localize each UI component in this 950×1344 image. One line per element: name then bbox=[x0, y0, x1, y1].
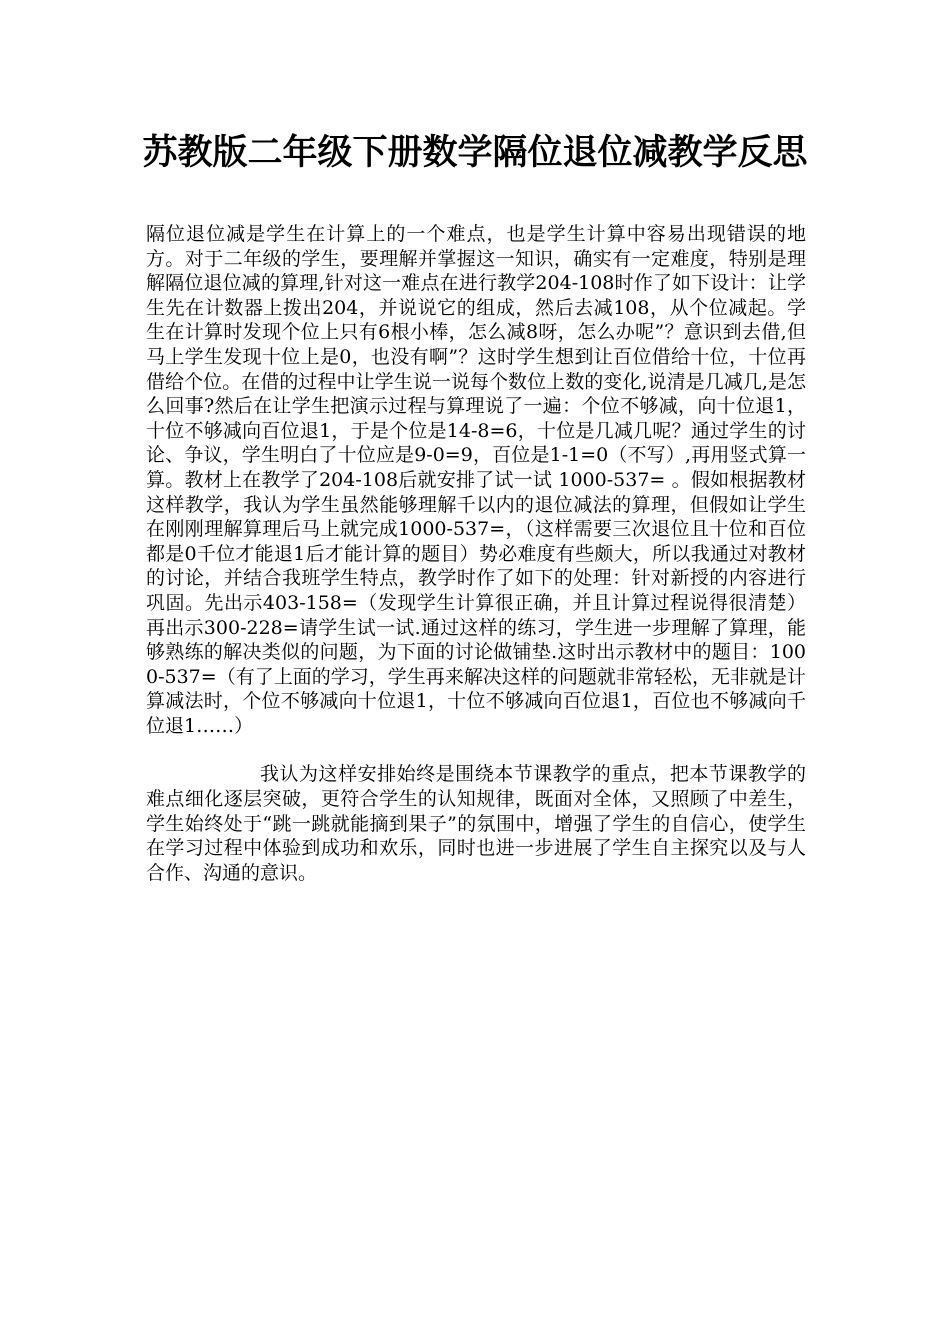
paragraph-2: 我认为这样安排始终是围绕本节课教学的重点，把本节课教学的难点细化逐层突破，更符合学生的认知规律，既面对全体，又照顾了中差生，学生始终处于“跳一跳就能摘到果子”的氛围中，增强了学生的自信心，使学生在学习过程中体验到成功和欢乐，同时也进一步进展了学生自主探究以及与人合作、沟通的意识。 bbox=[146, 763, 806, 884]
document-title: 苏教版二年级下册数学隔位退位减教学反思 bbox=[142, 132, 808, 173]
paragraph-1: 隔位退位减是学生在计算上的一个难点，也是学生计算中容易出现错误的地方。对于二年级的学生，要理解并掌握这一知识，确实有一定难度，特别是理解隔位退位减的算理,针对这一难点在进行教学204-108时作了如下设计：让学生先在计数器上拨出204，并说说它的组成，然后去减108，从个位减起。学生在计算时发现个位上只有6根小棒，怎么减8呀，怎么办呢”？意识到去借,但马上学生发现十位上是0，也没有啊”？这时学生想到让百位借给十位，十位再借给个位。在借的过程中让学生说一说每个数位上数的变化,说清是几减几,是怎么回事?然后在让学生把演示过程与算理说了一遍：个位不够减，向十位退1，十位不够减向百位退1，于是个位是14-8=6，十位是几减几呢？通过学生的讨论、争议，学生明白了十位应是9-0=9，百位是1-1=0（不写）,再用竖式算一算。教材上在教学了204-108后就安排了试一试 1000-537= 。假如根据教材这样教学，我认为学生虽然能够理解千以内的退位减法的算理，但假如让学生在刚刚理解算理后马上就完成1000-537=，（这样需要三次退位且十位和百位都是0千位才能退1后才能计算的题目）势必难度有些颇大，所以我通过对教材的讨论，并结合我班学生特点，教学时作了如下的处理：针对新授的内容进行巩固。先出示403-158=（发现学生计算很正确，并且计算过程说得很清楚）再出示300-228=请学生试一试.通过这样的练习，学生进一步理解了算理，能够熟练的解决类似的问题，为下面的讨论做铺垫.这时出示教材中的题目：1000-537=（有了上面的学习，学生再来解决这样的问题就非常轻松，无非就是计算减法时，个位不够减向十位退1，十位不够减向百位退1，百位也不够减向千位退1……） bbox=[146, 223, 806, 737]
document-body bbox=[146, 222, 806, 885]
